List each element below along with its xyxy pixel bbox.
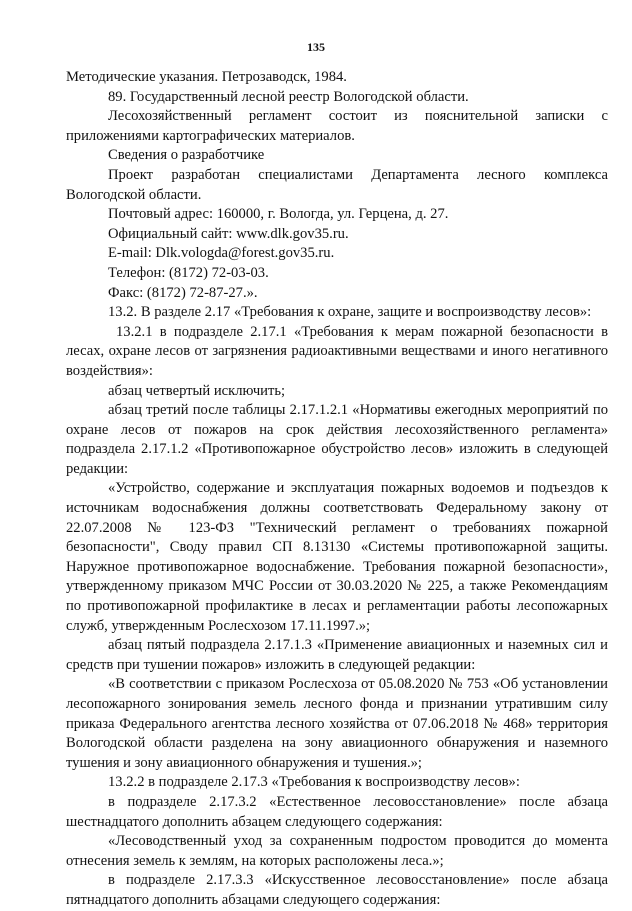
document-body xyxy=(66,68,608,911)
paragraph: абзац третий после таблицы 2.17.1.2.1 «Нормативы ежегодных мероприятий по охране лесов от пожаров на срок действия лесохозяйственного регламента» подраздела 2.17.1.2 «Противопожарное обустройство лесов» изложить в следующей редакции: xyxy=(66,402,608,477)
paragraph: 89. Государственный лесной реестр Вологодской области. xyxy=(108,88,469,105)
paragraph: Сведения о разработчике xyxy=(108,147,265,164)
paragraph: Проект разработан специалистами Департамента лесного комплекса Вологодской области. xyxy=(66,166,608,203)
paragraph: 13.2.1 в подразделе 2.17.1 «Требования к мерам пожарной безопасности в лесах, охране лесов от загрязнения радиоактивными веществами и иного негативного воздействия»: xyxy=(66,323,608,379)
paragraph: «В соответствии с приказом Рослесхоза от 05.08.2020 № 753 «Об установлении лесопожарного зонирования земель лесного фонда и признании утратившим силу приказа Федерального агентства лесного хозяйства от 07.06.2018 № 468» территория Вологодской области разделена на зону авиационного обнаружения и наземного тушения и зону авиационного обнаружения и тушения.»; xyxy=(66,676,608,771)
page-number: 135 xyxy=(307,40,325,54)
paragraph: в подразделе 2.17.3.3 «Искусственное лесовосстановление» после абзаца пятнадцатого дополнить абзацами следующего содержания: xyxy=(66,872,608,908)
paragraph: абзац четвертый исключить; xyxy=(108,382,286,399)
paragraph: 13.2. В разделе 2.17 «Требования к охране, защите и воспроизводству лесов»: xyxy=(108,304,592,321)
paragraph: Почтовый адрес: 160000, г. Вологда, ул. Герцена, д. 27. xyxy=(108,206,449,223)
paragraph: «Лесоводственный уход за сохраненным подростом проводится до момента отнесения земель к землям, на которых расположены леса.»; xyxy=(66,833,608,869)
paragraph: «Устройство, содержание и эксплуатация пожарных водоемов и подъездов к источникам водоснабжения должны соответствовать Федеральному закону от 22.07.2008 № 123-ФЗ "Технический регламент о требованиях пожарной безопасности", Своду правил СП 8.13130 «Системы противопожарной защиты. Наружное противопожарное водоснабжение. Требования пожарной безопасности», утвержденному приказом МЧС России от 30.03.2020 № 225, а также Рекомендациям по противопожарной профилактике в лесах и регламентации работы лесопожарных служб, утвержденным Рослесхозом 17.11.1997.»; xyxy=(66,480,608,634)
paragraph: 13.2.2 в подразделе 2.17.3 «Требования к воспроизводству лесов»: xyxy=(108,774,520,791)
paragraph: Факс: (8172) 72-87-27.». xyxy=(108,284,258,301)
paragraph: Телефон: (8172) 72-03-03. xyxy=(108,264,269,281)
paragraph: в подразделе 2.17.3.2 «Естественное лесовосстановление» после абзаца шестнадцатого дополнить абзацем следующего содержания: xyxy=(66,793,608,830)
paragraph: Лесохозяйственный регламент состоит из пояснительной записки с приложениями картографических материалов. xyxy=(66,108,608,144)
paragraph: E-mail: Dlk.vologda@forest.gov35.ru. xyxy=(108,245,335,262)
paragraph: Методические указания. Петрозаводск, 1984. xyxy=(66,69,347,85)
paragraph: абзац пятый подраздела 2.17.1.3 «Применение авиационных и наземных сил и средств при тушении пожаров» изложить в следующей редакции: xyxy=(66,637,608,673)
paragraph: Официальный сайт: www.dlk.gov35.ru. xyxy=(108,225,349,242)
